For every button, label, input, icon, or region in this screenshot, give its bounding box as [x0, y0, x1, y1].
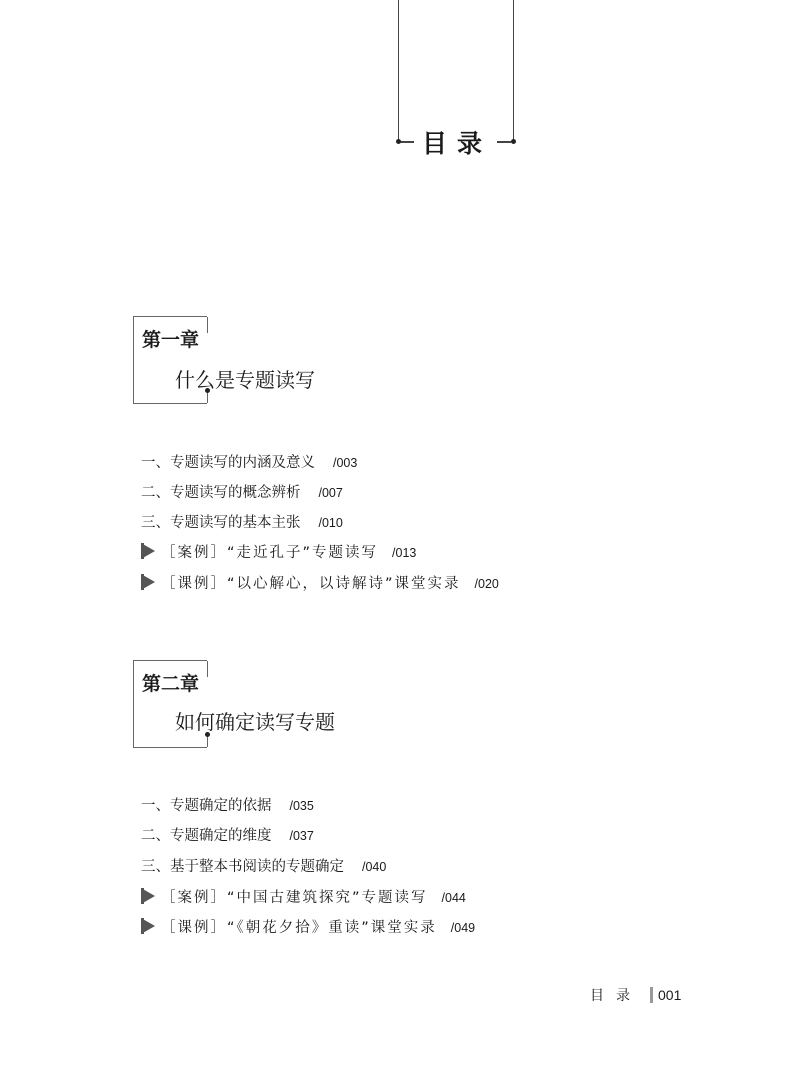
toc-item-page: /013 [392, 546, 417, 560]
toc-item-page: /020 [474, 577, 499, 591]
toc-item[interactable] [141, 511, 343, 532]
toc-item-text: ［课例］“《朝花夕拾》重读”课堂实录 [161, 920, 437, 936]
toc-item-text: ［案例］“走近孔子”专题读写 [161, 545, 379, 561]
footer-separator [650, 987, 653, 1003]
toc-item-text: ［课例］“以心解心，以诗解诗”课堂实录 [161, 576, 461, 592]
chapter-title: 什么是专题读写 [175, 368, 315, 392]
toc-item-page: /007 [318, 486, 343, 500]
arrow-marker-icon [141, 888, 155, 904]
toc-item[interactable] [141, 451, 357, 472]
toc-item-text: 二、专题确定的维度 [141, 828, 272, 844]
page-title: 目录 [421, 129, 492, 158]
toc-item-case[interactable] [141, 916, 475, 937]
toc-item-case[interactable] [141, 886, 466, 907]
chapter-label: 第一章 [142, 329, 200, 351]
toc-item-text: 三、基于整本书阅读的专题确定 [141, 859, 344, 875]
frame-tick-right [497, 141, 511, 143]
toc-item[interactable] [141, 855, 386, 876]
arrow-marker-icon [141, 574, 155, 590]
frame-tick-left [400, 141, 414, 143]
toc-item-page: /003 [333, 456, 358, 470]
toc-item-page: /044 [441, 891, 466, 905]
toc-item-page: /037 [289, 829, 314, 843]
frame-dot-right [511, 139, 516, 144]
page-footer [590, 985, 681, 1005]
toc-item-page: /035 [289, 799, 314, 813]
arrow-marker-icon [141, 543, 155, 559]
arrow-marker-icon [141, 918, 155, 934]
chapter-label: 第二章 [142, 673, 200, 695]
toc-item-page: /040 [362, 860, 387, 874]
toc-item[interactable] [141, 824, 314, 845]
toc-item-page: /049 [450, 921, 476, 935]
toc-item[interactable] [141, 794, 314, 815]
toc-item-page: /010 [318, 516, 343, 530]
chapter-title: 如何确定读写专题 [175, 710, 335, 734]
toc-item-text: 二、专题读写的概念辨析 [141, 485, 301, 501]
footer-label: 目录 [590, 988, 642, 1004]
toc-item-text: ［案例］“中国古建筑探究”专题读写 [161, 890, 428, 906]
toc-item-case[interactable] [141, 572, 499, 593]
toc-item[interactable] [141, 481, 343, 502]
toc-item-text: 三、专题读写的基本主张 [141, 515, 301, 531]
toc-item-case[interactable] [141, 541, 416, 562]
frame-dot-left [396, 139, 401, 144]
page-number: 001 [658, 987, 682, 1003]
title-frame [398, 0, 514, 142]
toc-item-text: 一、专题读写的内涵及意义 [141, 455, 315, 471]
toc-item-text: 一、专题确定的依据 [141, 798, 272, 814]
